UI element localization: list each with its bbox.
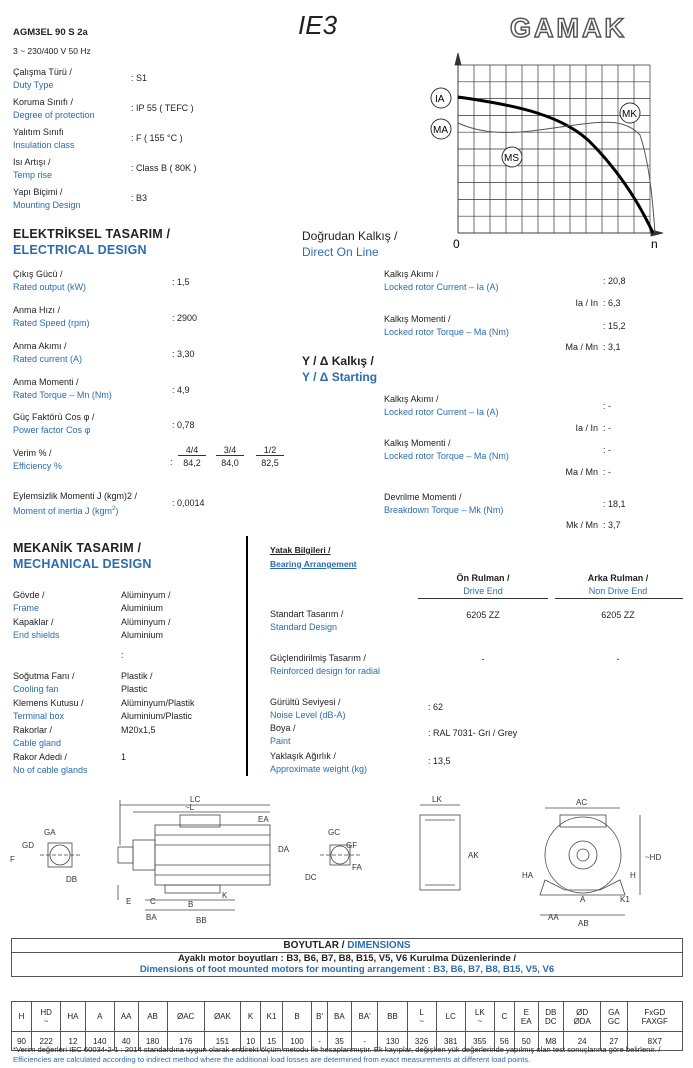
dim-label-f: F <box>10 855 15 864</box>
ratio-label: Ia / In <box>575 423 598 433</box>
start-value: : 18,1 <box>603 499 626 509</box>
start-value: : 15,2 <box>603 321 626 331</box>
efficiency-load: 4/4 <box>178 445 206 456</box>
dimensions-title-tr: BOYUTLAR / <box>283 940 345 951</box>
start-label: Kalkış Momenti / Locked rotor Torque – Ma (Nm) <box>384 438 509 461</box>
electrical-label: Güç Faktörü Cos φ / Power factor Cos φ <box>13 412 95 435</box>
bearing-nde-value: 6205 ZZ <box>601 610 635 620</box>
dimension-value: 24 <box>564 1032 601 1051</box>
dimension-header: AA <box>114 1002 138 1032</box>
dim-label-hd: ~HD <box>645 853 662 862</box>
direct-start-title-en: Direct On Line <box>302 245 379 259</box>
inertia-value: : 0,0014 <box>172 498 205 508</box>
footnote <box>13 1045 683 1065</box>
dimension-drawings <box>0 790 693 938</box>
start-label: Devrilme Momenti / Breakdown Torque – Mk (Nm) <box>384 492 504 515</box>
general-value: : S1 <box>131 73 148 83</box>
general-label: Çalışma Türü / Duty Type <box>13 67 72 90</box>
dimension-header: ØAC <box>167 1002 204 1032</box>
ratio-value: : - <box>603 467 611 477</box>
dimension-header: ØD ØDA <box>564 1002 601 1032</box>
mechanical-value: 1 <box>121 752 127 762</box>
dim-label-bb: BB <box>196 916 207 925</box>
bearing-label: Gürültü Seviyesi / Noise Level (dB-A) <box>270 697 346 720</box>
start-label: Kalkış Akımı / Locked rotor Current – Ia (A) <box>384 394 499 417</box>
dimension-header: LK ~ <box>465 1002 494 1032</box>
electrical-label: Anma Akımı / Rated current (A) <box>13 341 83 364</box>
dimensions-table <box>11 1001 683 1051</box>
start-value: : - <box>603 401 611 411</box>
dim-label-dc: DC <box>305 873 317 882</box>
dimensions-subtitle-en: Dimensions of foot mounted motors for mounting arrangement : B3, B6, B7, B8, B15, V5, V6 <box>139 964 555 975</box>
mechanical-title-tr: MEKANİK TASARIM / <box>13 541 142 555</box>
bearing-value: : RAL 7031- Gri / Grey <box>428 728 518 738</box>
dimension-header: AB <box>138 1002 167 1032</box>
start-value: : - <box>603 445 611 455</box>
non-drive-end-en: Non Drive End <box>588 586 648 596</box>
bearing-de-value: 6205 ZZ <box>466 610 500 620</box>
dimension-value: 50 <box>514 1032 538 1051</box>
dimension-value: 27 <box>601 1032 627 1051</box>
ratio-value: : - <box>603 423 611 433</box>
general-label: Yapı Biçimi / Mounting Design <box>13 187 81 210</box>
efficiency-value: 84,2 <box>183 458 201 468</box>
dim-label-e: E <box>126 897 132 906</box>
mechanical-value: Alüminyum/Plastik Aluminium/Plastic <box>121 698 195 721</box>
dimension-value: 12 <box>61 1032 86 1051</box>
efficiency-class-title: IE3 <box>298 10 338 40</box>
general-label: Isı Artışı / Temp rise <box>13 157 53 180</box>
electrical-title-en: ELECTRICAL DESIGN <box>13 243 147 257</box>
dim-label-ga: GA <box>44 828 56 837</box>
dimension-value: 176 <box>167 1032 204 1051</box>
dimension-header: DB DC <box>538 1002 563 1032</box>
bearing-nde-value: - <box>616 654 620 664</box>
dim-label-lk: LK <box>432 795 442 804</box>
gamak-logo: GAMAK <box>510 13 627 43</box>
dimension-header: E EA <box>514 1002 538 1032</box>
ratio-value: : 3,7 <box>603 520 621 530</box>
dimension-value: - <box>312 1032 328 1051</box>
dim-label-db: DB <box>66 875 78 884</box>
electrical-label: Anma Momenti / Rated Torque – Mn (Nm) <box>13 377 112 400</box>
star-delta-title-en: Y / Δ Starting <box>302 370 378 384</box>
dimension-header: BA' <box>351 1002 378 1032</box>
dimension-value: 355 <box>465 1032 494 1051</box>
dimension-header: C <box>494 1002 514 1032</box>
dim-label-gc: GC <box>328 828 340 837</box>
bearing-value: : 13,5 <box>428 756 451 766</box>
dim-label-ak: AK <box>468 851 479 860</box>
dimension-value: M8 <box>538 1032 563 1051</box>
electrical-value: : 4,9 <box>172 385 190 395</box>
dimension-value: - <box>351 1032 378 1051</box>
dimensions-header <box>11 938 683 977</box>
drive-end-tr: Ön Rulman / <box>456 573 510 583</box>
direct-start-title-tr: Doğrudan Kalkış / <box>302 229 398 243</box>
dimension-value: 100 <box>283 1032 312 1051</box>
general-value: : F ( 155 °C ) <box>131 133 183 143</box>
dim-label-aa: AA <box>548 913 559 922</box>
bearing-value: : 62 <box>428 702 444 712</box>
mechanical-label: Klemens Kutusu / Terminal box <box>13 698 84 721</box>
curve-label-ms: MS <box>504 153 519 164</box>
general-label: Koruma Sınıfı / Degree of protection <box>13 97 95 120</box>
curve-label-ia: IA <box>435 94 445 105</box>
dim-label-fa: FA <box>352 863 362 872</box>
mechanical-title-en: MECHANICAL DESIGN <box>13 557 152 571</box>
dimension-value: 90 <box>12 1032 32 1051</box>
dimension-value: 40 <box>114 1032 138 1051</box>
non-drive-end-tr: Arka Rulman / <box>587 573 649 583</box>
mechanical-value: Plastik / Plastic <box>121 671 153 694</box>
electrical-label: Çıkış Gücü / Rated output (kW) <box>13 269 87 292</box>
efficiency-value: 84,0 <box>221 458 239 468</box>
efficiency-load: 3/4 <box>216 445 244 456</box>
dimension-header: K1 <box>261 1002 283 1032</box>
dimension-header: H <box>12 1002 32 1032</box>
efficiency-value: 82,5 <box>261 458 279 468</box>
dimension-value: 130 <box>378 1032 407 1051</box>
dim-label-ha: HA <box>522 871 534 880</box>
dimension-value: 10 <box>241 1032 261 1051</box>
dim-label-ea: EA <box>258 815 269 824</box>
mechanical-value: Alüminyum / Aluminium <box>121 590 171 613</box>
dim-label-gd: GD <box>22 841 34 850</box>
dimensions-title-en: DIMENSIONS <box>347 940 411 951</box>
bearing-title-tr: Yatak Bilgileri / <box>270 545 331 555</box>
dimension-header: ØAK <box>204 1002 240 1032</box>
dimension-header: FxGD FAXGF <box>627 1002 682 1032</box>
dim-label-k: K <box>222 891 228 900</box>
electrical-value: : 1,5 <box>172 277 190 287</box>
ratio-label: Mk / Mn <box>565 520 598 530</box>
start-label: Kalkış Momenti / Locked rotor Torque – Ma (Nm) <box>384 314 509 337</box>
dimension-value: 326 <box>407 1032 436 1051</box>
bearing-title-en: Bearing Arrangement <box>270 559 357 569</box>
dimension-header: A <box>85 1002 114 1032</box>
ratio-value: : 6,3 <box>603 298 621 308</box>
electrical-value: : 0,78 <box>172 420 195 430</box>
mechanical-label: Rakorlar / Cable gland <box>13 725 62 748</box>
mechanical-label: Kapaklar / End shields <box>13 617 60 640</box>
non-drive-end-rule <box>555 598 683 599</box>
dim-label-ac: AC <box>576 798 588 807</box>
electrical-value: : 2900 <box>172 313 198 323</box>
bearing-label: Standart Tasarım / Standard Design <box>270 609 344 632</box>
dimensions-subtitle-tr: Ayaklı motor boyutları : B3, B6, B7, B8, B15, V5, V6 Kurulma Düzenlerinde / <box>177 953 517 964</box>
star-delta-title-tr: Y / Δ Kalkış / <box>302 354 374 368</box>
mechanical-label: Gövde / Frame <box>13 590 45 613</box>
curve-label-mk: MK <box>622 109 637 120</box>
ratio-label: Ma / Mn <box>565 342 598 352</box>
dimension-header: BA <box>328 1002 352 1032</box>
dim-label-k1: K1 <box>620 895 630 904</box>
ratio-label: Ma / Mn <box>565 467 598 477</box>
electrical-label: Anma Hızı / Rated Speed (rpm) <box>13 305 90 328</box>
dim-label-da: DA <box>278 845 290 854</box>
supply-voltage: 3 ~ 230/400 V 50 Hz <box>13 46 91 56</box>
inertia-label: Eylemsizlik Momenti J (kgm)2 / Moment of inertia J (kgm$^2$) <box>13 491 138 516</box>
dim-label-ba: BA <box>146 913 157 922</box>
dimension-header: L ~ <box>407 1002 436 1032</box>
dimension-value: 8X7 <box>627 1032 682 1051</box>
drive-end-en: Drive End <box>463 586 503 596</box>
bearing-label: Yaklaşık Ağırlık / Approximate weight (kg) <box>270 751 368 774</box>
dim-label-lc: LC <box>190 795 201 804</box>
dimension-header: K <box>241 1002 261 1032</box>
dimension-header: BB <box>378 1002 407 1032</box>
start-label: Kalkış Akımı / Locked rotor Current – Ia (A) <box>384 269 499 292</box>
dimension-value: 35 <box>328 1032 352 1051</box>
dim-label-ab: AB <box>578 919 589 928</box>
dimension-header: B' <box>312 1002 328 1032</box>
general-value: : B3 <box>131 193 148 203</box>
electrical-title-tr: ELEKTRİKSEL TASARIM / <box>13 227 171 241</box>
footnote-tr: *Verim değerleri IEC 60034-2-1 : 2014 standardına uygun olarak endirekt ölçüm metodu ile hesaplanmıştır. Ek kayıplar, değişken yük değerlerinde yapılmış olan test sonuçlarına göre belirlenir. / <box>13 1045 661 1054</box>
ratio-value: : 3,1 <box>603 342 621 352</box>
curve-axis-n: n <box>651 237 658 251</box>
dimension-header: GA GC <box>601 1002 627 1032</box>
bearing-label: Güçlendirilmiş Tasarım / Reinforced design for radial <box>270 653 381 676</box>
dimension-value: 381 <box>436 1032 465 1051</box>
dimension-value: 222 <box>32 1032 61 1051</box>
efficiency-label: Verim % / Efficiency % <box>13 448 62 471</box>
efficiency-load: 1/2 <box>256 445 284 456</box>
dimension-header: HD ~ <box>32 1002 61 1032</box>
general-value: : IP 55 ( TEFC ) <box>131 103 194 113</box>
mechanical-value: Alüminyum / Aluminium <box>121 617 171 640</box>
mechanical-value: M20x1,5 <box>121 725 156 735</box>
efficiency-colon: : <box>170 457 173 467</box>
characteristic-curve <box>425 45 675 255</box>
mechanical-label: Soğutma Fanı / Cooling fan <box>13 671 75 694</box>
dimension-value: 180 <box>138 1032 167 1051</box>
dim-label-gf: GF <box>346 841 358 850</box>
drive-end-rule <box>418 598 548 599</box>
general-value: : Class B ( 80K ) <box>131 163 197 173</box>
ratio-label: Ia / In <box>575 298 598 308</box>
dim-label-h: H <box>630 871 636 880</box>
footnote-en: Efficiencies are calculated according to indirect method where the additional load losses are determined from exact measurements at different load points. <box>13 1055 531 1064</box>
dimension-header: LC <box>436 1002 465 1032</box>
model-name: AGM3EL 90 S 2a <box>13 27 88 38</box>
dimension-value: 15 <box>261 1032 283 1051</box>
section-divider <box>246 536 248 776</box>
start-value: : 20,8 <box>603 276 626 286</box>
curve-axis-zero: 0 <box>453 237 460 251</box>
mechanical-blank-colon: : <box>121 650 124 660</box>
dimension-header: HA <box>61 1002 86 1032</box>
dim-label-b: B <box>188 900 194 909</box>
dim-label-l: ~L <box>185 803 195 812</box>
bearing-label: Boya / Paint <box>270 723 296 746</box>
electrical-value: : 3,30 <box>172 349 195 359</box>
dimension-value: 56 <box>494 1032 514 1051</box>
mechanical-label: Rakor Adedi / No of cable glands <box>13 752 88 775</box>
curve-label-ma: MA <box>433 125 448 136</box>
dimension-header: B <box>283 1002 312 1032</box>
general-label: Yalıtım Sınıfı Insulation class <box>13 127 75 150</box>
dimension-value: 140 <box>85 1032 114 1051</box>
bearing-de-value: - <box>481 654 485 664</box>
dim-label-a: A <box>580 895 586 904</box>
dim-label-c: C <box>150 897 156 906</box>
dimension-value: 151 <box>204 1032 240 1051</box>
